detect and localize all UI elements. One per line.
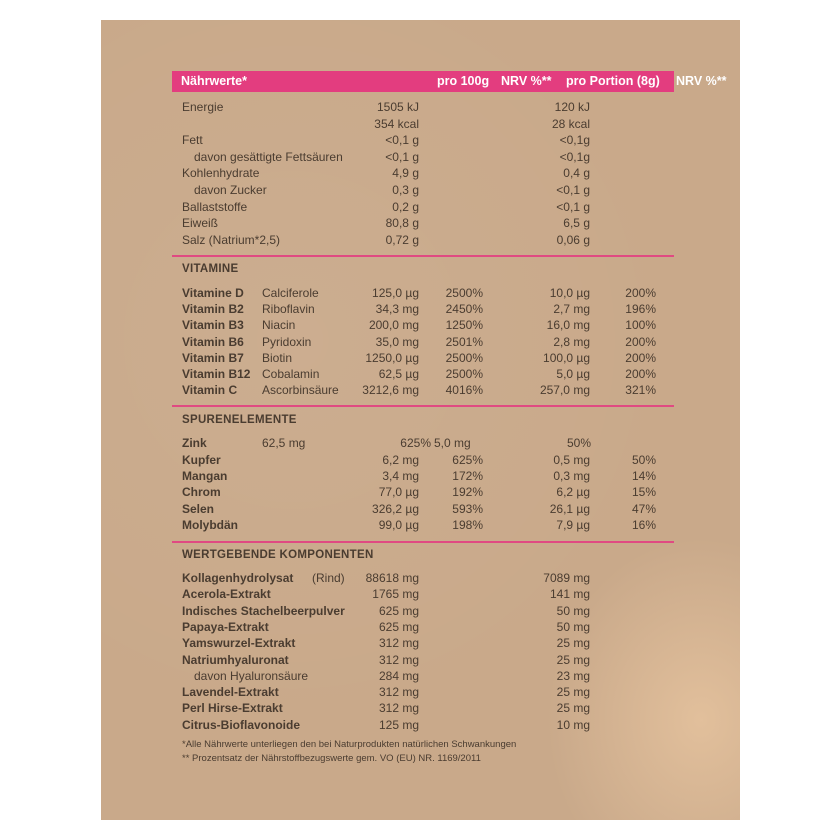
vitamin-nrv-1: 2450% (445, 302, 483, 317)
nutrient-per-portion: <0,1 g (556, 199, 590, 214)
footnote-1: *Alle Nährwerte unterliegen den bei Naturprodukten natürlichen Schwankungen (182, 739, 517, 750)
vitamin-compound: Ascorbinsäure (262, 383, 339, 398)
trace-per-100g: 3,4 mg (382, 469, 419, 484)
vitamin-compound: Niacin (262, 318, 296, 333)
vitamin-nrv-2: 200% (625, 350, 656, 365)
trace-per-portion: 0,5 mg (553, 453, 590, 467)
nutrient-per-portion: <0,1 g (556, 183, 590, 197)
trace-row-zinc (101, 435, 740, 451)
trace-nrv-1: 593% (452, 501, 483, 516)
nutrient-name: Eiweiß (182, 216, 219, 231)
trace-nrv-1: 192% (452, 485, 483, 500)
trace-nrv-2: 14% (631, 469, 656, 484)
trace-nrv-2: 15% (631, 485, 656, 500)
nutrient-per-100g: 0,72 g (385, 232, 419, 247)
nutrient-per-portion: 120 kJ (554, 100, 590, 114)
component-row (101, 619, 740, 635)
vitamin-nrv-1: 4016% (445, 383, 483, 398)
component-per-portion: 23 mg (556, 668, 590, 683)
vitamin-name: Vitamin B6 (182, 334, 244, 349)
component-name: Yamswurzel-Extrakt (182, 636, 296, 651)
section-title-vitamins: VITAMINE (182, 263, 239, 275)
component-row (101, 586, 740, 602)
nutrient-per-portion: 6,5 g (563, 216, 590, 231)
vitamin-compound: Cobalamin (262, 367, 320, 381)
nutrient-name: Fett (182, 133, 203, 148)
vitamin-name: Vitamin B2 (182, 302, 244, 317)
trace-row (101, 452, 740, 468)
vitamin-per-100g: 125,0 µg (372, 286, 419, 300)
vitamin-per-portion: 5,0 µg (556, 367, 590, 381)
vitamin-compound: Calciferole (262, 286, 319, 300)
header-nutrients: Nährwerte* (181, 74, 247, 88)
vitamin-nrv-2: 321% (625, 383, 656, 398)
vitamin-row (101, 366, 740, 382)
vitamin-row (101, 382, 740, 398)
nutrient-row (101, 232, 740, 248)
nutrient-row (101, 116, 740, 132)
trace-name: Mangan (182, 469, 228, 484)
separator-3 (172, 541, 674, 543)
component-name: davon Hyaluronsäure (194, 668, 309, 683)
vitamin-name: Vitamin B12 (182, 367, 251, 381)
nutrient-per-portion: 28 kcal (551, 116, 590, 131)
vitamin-per-100g: 35,0 mg (375, 334, 419, 349)
nutrient-name: davon Zucker (194, 183, 267, 197)
vitamin-nrv-1: 2500% (445, 286, 483, 300)
trace-nrv-1: 625% (400, 436, 431, 450)
nutrient-row (101, 99, 740, 115)
trace-nrv-1: 172% (452, 469, 483, 484)
vitamin-row (101, 285, 740, 301)
vitamin-nrv-1: 2501% (445, 334, 483, 349)
component-per-100g: 312 mg (378, 652, 419, 667)
footnote-2: ** Prozentsatz der Nährstoffbezugswerte gem. VO (EU) NR. 1169/2011 (182, 753, 481, 764)
trace-nrv-1: 198% (452, 517, 483, 532)
component-per-portion: 10 mg (556, 717, 590, 732)
vitamin-per-100g: 1250,0 µg (365, 350, 419, 365)
component-per-portion: 50 mg (556, 619, 590, 634)
header-per-portion: pro Portion (8g) (566, 74, 660, 88)
trace-per-100g: 326,2 µg (372, 501, 419, 516)
trace-per-portion: 0,3 mg (553, 469, 590, 484)
component-per-portion: 141 mg (549, 587, 590, 602)
component-per-100g: 88618 mg (365, 571, 419, 585)
nutrient-row (101, 165, 740, 181)
trace-per-100g: 77,0 µg (378, 485, 419, 500)
trace-name: Chrom (182, 485, 221, 500)
component-per-100g: 625 mg (378, 619, 419, 634)
trace-nrv-2: 50% (566, 436, 591, 450)
vitamin-per-portion: 100,0 µg (543, 350, 590, 365)
trace-row (101, 517, 740, 533)
component-name: Natriumhyaluronat (182, 652, 289, 667)
nutrient-name: davon gesättigte Fettsäuren (194, 149, 343, 164)
vitamin-row (101, 317, 740, 333)
vitamin-name: Vitamin C (182, 383, 238, 398)
section-title-trace-elements: SPURENELEMENTE (182, 414, 297, 426)
trace-per-100g: 62,5 mg (262, 436, 306, 450)
component-per-100g: 312 mg (378, 636, 419, 651)
header-per-100g: pro 100g (437, 74, 490, 88)
trace-name: Kupfer (182, 453, 221, 467)
component-row (101, 700, 740, 716)
component-row (101, 652, 740, 668)
component-row (101, 603, 740, 619)
table-header (172, 71, 727, 92)
trace-nrv-2: 50% (631, 453, 656, 467)
nutrient-per-100g: 354 kcal (374, 116, 419, 131)
vitamin-per-portion: 257,0 mg (539, 383, 590, 398)
nutrient-per-100g: 4,9 g (392, 166, 419, 181)
vitamin-per-100g: 200,0 mg (368, 318, 419, 333)
trace-nrv-1: 625% (452, 453, 483, 467)
vitamin-nrv-2: 100% (625, 318, 656, 333)
nutrient-name: Ballaststoffe (182, 199, 248, 214)
vitamin-name: Vitamine D (182, 286, 244, 300)
vitamin-compound: Pyridoxin (262, 334, 312, 349)
component-per-portion: 25 mg (556, 636, 590, 651)
trace-per-100g: 6,2 mg (382, 453, 419, 467)
nutrient-per-100g: 1505 kJ (376, 100, 419, 114)
component-per-100g: 312 mg (378, 701, 419, 716)
vitamin-per-100g: 3212,6 mg (362, 383, 419, 398)
vitamin-per-100g: 34,3 mg (375, 302, 419, 317)
trace-per-100g: 99,0 µg (378, 517, 419, 532)
vitamin-name: Vitamin B7 (182, 350, 244, 365)
vitamin-nrv-1: 1250% (445, 318, 483, 333)
vitamin-row (101, 350, 740, 366)
component-row (101, 684, 740, 700)
vitamin-name: Vitamin B3 (182, 318, 244, 333)
trace-row (101, 501, 740, 517)
nutrient-row (101, 132, 740, 148)
component-name: Indisches Stachelbeerpulver (182, 603, 345, 618)
vitamin-nrv-1: 2500% (445, 350, 483, 365)
header-nrv-2: NRV %** (676, 74, 727, 88)
trace-nrv-2: 47% (631, 501, 656, 516)
nutrient-row (101, 149, 740, 165)
nutrient-per-portion: <0,1g (559, 149, 590, 164)
nutrient-per-portion: 0,06 g (556, 232, 590, 247)
component-name: Citrus-Bioflavonoide (182, 717, 301, 732)
vitamin-per-portion: 2,7 mg (553, 302, 590, 317)
component-per-portion: 25 mg (556, 685, 590, 700)
vitamin-per-portion: 16,0 mg (546, 318, 590, 333)
nutrient-per-portion: <0,1g (559, 133, 590, 148)
nutrition-panel (101, 20, 740, 820)
trace-per-portion: 7,9 µg (556, 517, 590, 532)
component-per-100g: 1765 mg (372, 587, 419, 602)
component-per-portion: 25 mg (556, 701, 590, 716)
nutrient-name: Kohlenhydrate (182, 166, 260, 181)
component-per-100g: 625 mg (378, 603, 419, 618)
component-note: (Rind) (312, 571, 345, 585)
vitamin-row (101, 301, 740, 317)
trace-row (101, 484, 740, 500)
vitamin-compound: Riboflavin (262, 302, 315, 317)
trace-per-portion: 5,0 mg (434, 436, 471, 450)
component-per-100g: 312 mg (378, 685, 419, 700)
trace-name: Selen (182, 501, 215, 516)
vitamin-nrv-2: 200% (625, 367, 656, 381)
nutrient-row (101, 182, 740, 198)
trace-per-portion: 26,1 µg (549, 501, 590, 516)
nutrient-per-100g: <0,1 g (385, 149, 419, 164)
component-per-portion: 50 mg (556, 603, 590, 618)
component-name: Perl Hirse-Extrakt (182, 701, 283, 716)
component-per-portion: 7089 mg (543, 571, 590, 585)
component-row (101, 717, 740, 733)
nutrient-per-portion: 0,4 g (563, 166, 590, 181)
component-row (101, 668, 740, 684)
nutrient-per-100g: 80,8 g (385, 216, 419, 231)
component-name: Papaya-Extrakt (182, 619, 269, 634)
nutrient-row (101, 215, 740, 231)
nutrient-per-100g: 0,3 g (392, 183, 419, 197)
nutrient-row (101, 199, 740, 215)
section-title-components: WERTGEBENDE KOMPONENTEN (182, 549, 374, 561)
component-per-100g: 125 mg (378, 717, 419, 732)
component-per-portion: 25 mg (556, 652, 590, 667)
vitamin-nrv-2: 196% (625, 302, 656, 317)
vitamin-per-portion: 2,8 mg (553, 334, 590, 349)
nutrient-name: Salz (Natrium*2,5) (182, 232, 281, 247)
separator-2 (172, 405, 674, 407)
component-row (101, 635, 740, 651)
vitamin-nrv-1: 2500% (445, 367, 483, 381)
trace-per-portion: 6,2 µg (556, 485, 590, 500)
vitamin-nrv-2: 200% (625, 334, 656, 349)
trace-nrv-2: 16% (631, 517, 656, 532)
component-name: Acerola-Extrakt (182, 587, 271, 602)
component-row (101, 570, 740, 586)
vitamin-per-100g: 62,5 µg (378, 367, 419, 381)
vitamin-compound: Biotin (262, 350, 293, 365)
component-name: Kollagenhydrolysat (182, 571, 294, 585)
separator-1 (172, 255, 674, 257)
vitamin-nrv-2: 200% (625, 286, 656, 300)
trace-name: Molybdän (182, 517, 238, 532)
vitamin-row (101, 334, 740, 350)
trace-name: Zink (182, 436, 207, 450)
component-per-100g: 284 mg (378, 668, 419, 683)
header-nrv-1: NRV %** (501, 74, 552, 88)
nutrient-per-100g: 0,2 g (392, 199, 419, 214)
nutrient-per-100g: <0,1 g (385, 133, 419, 148)
trace-row (101, 468, 740, 484)
nutrient-name: Energie (182, 100, 224, 114)
vitamin-per-portion: 10,0 µg (549, 286, 590, 300)
component-name: Lavendel-Extrakt (182, 685, 279, 700)
